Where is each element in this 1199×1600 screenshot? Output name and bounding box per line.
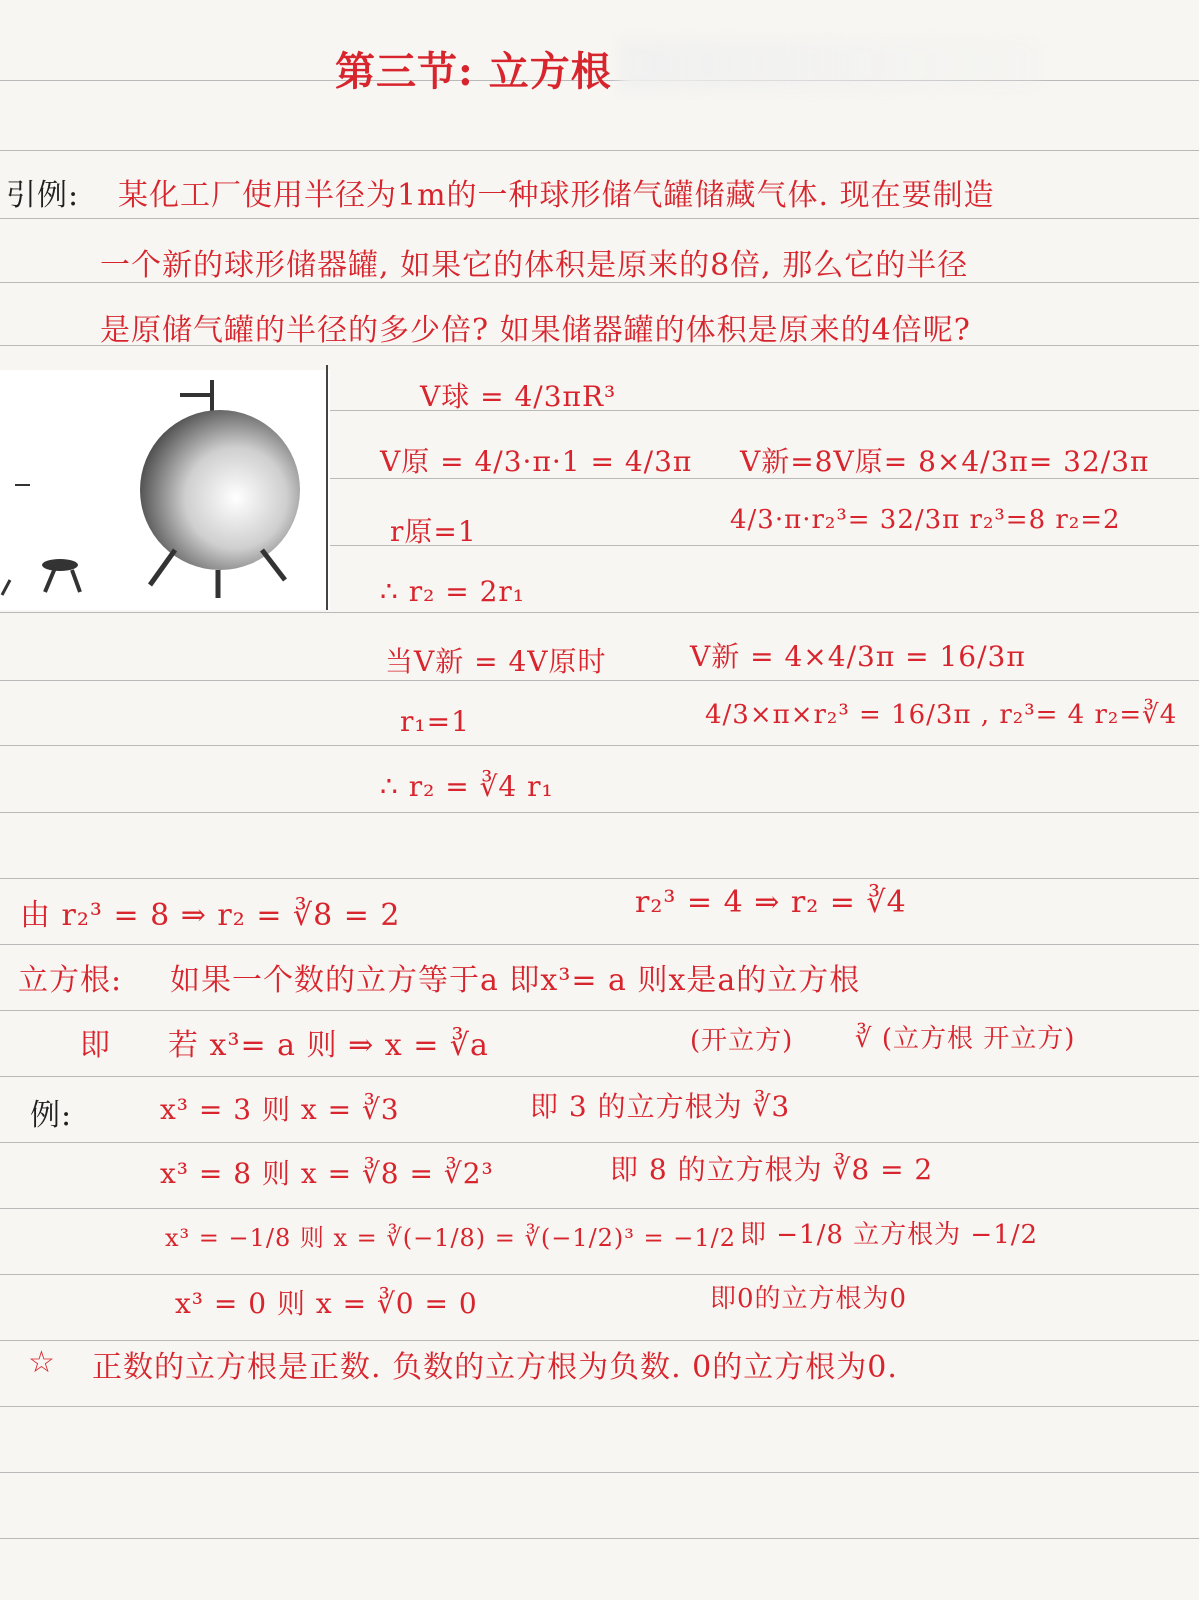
example-res-2: 即 8 的立方根为 ∛8 = 2 [610, 1153, 934, 1186]
example-res-4: 即0的立方根为0 [710, 1284, 908, 1314]
intro-line-2: 一个新的球形储器罐, 如果它的体积是原来的8倍, 那么它的半径 [100, 248, 969, 283]
rule-line [0, 1538, 1199, 1539]
derive-right: r₂³ = 4 ⇒ r₂ = ∛4 [635, 885, 907, 920]
rule-line [0, 150, 1199, 151]
rule-line [0, 1340, 1199, 1341]
rule-line [0, 1076, 1199, 1077]
definition-text: 如果一个数的立方等于a 即x³= a 则x是a的立方根 [170, 963, 861, 998]
divider-line [326, 365, 328, 610]
formula-conclusion-2: ∴ r₂ = ∛4 r₁ [380, 770, 554, 803]
rule-line [0, 1010, 1199, 1011]
formula-sphere-volume: V球 = 4/3πR³ [420, 380, 617, 413]
formula-new-volume: V新=8V原= 8×4/3π= 32/3π [740, 445, 1150, 478]
spherical-tank-illustration [0, 370, 330, 610]
example-eq-4: x³ = 0 则 x = ∛0 = 0 [175, 1287, 478, 1320]
page-title: 第三节: 立方根 [335, 48, 612, 95]
formula-conclusion-1: ∴ r₂ = 2r₁ [380, 575, 526, 608]
example-eq-3: x³ = −1/8 则 x = ∛(−1/8) = ∛(−1/2)³ = −1/2 [165, 1224, 737, 1252]
rule-line [0, 1472, 1199, 1473]
intro-line-1: 某化工厂使用半径为1m的一种球形储气罐储藏气体. 现在要制造 [118, 178, 995, 213]
formula-solve-r2: 4/3·π·r₂³= 32/3π r₂³=8 r₂=2 [730, 505, 1121, 535]
example-res-1: 即 3 的立方根为 ∛3 [530, 1090, 791, 1123]
rule-line [0, 612, 1199, 613]
star-icon: ☆ [28, 1345, 56, 1380]
definition-label: 立方根: [18, 963, 123, 998]
rule-line [0, 680, 1199, 681]
rule-line [0, 218, 1199, 219]
blurred-area [620, 40, 1040, 90]
derive-left: 由 r₂³ = 8 ⇒ r₂ = ∛8 = 2 [20, 898, 401, 933]
definition-symbol-label: 即 [80, 1028, 111, 1063]
example-eq-1: x³ = 3 则 x = ∛3 [160, 1093, 400, 1126]
intro-line-3: 是原储气罐的半径的多少倍? 如果储器罐的体积是原来的4倍呢? [100, 313, 971, 348]
formula-solve-r2-4x: 4/3×π×r₂³ = 16/3π , r₂³= 4 r₂=∛4 [705, 700, 1178, 730]
summary-text: 正数的立方根是正数. 负数的立方根为负数. 0的立方根为0. [92, 1350, 898, 1385]
rule-line [0, 745, 1199, 746]
example-res-3: 即 −1/8 立方根为 −1/2 [740, 1220, 1039, 1250]
rule-line [0, 812, 1199, 813]
examples-label: 例: [30, 1098, 73, 1133]
formula-when-4x: 当V新 = 4V原时 [385, 645, 607, 678]
rule-line [0, 1142, 1199, 1143]
rule-line [0, 1208, 1199, 1209]
rule-line [0, 1274, 1199, 1275]
definition-note-1: (开立方) [690, 1026, 794, 1056]
rule-line [0, 944, 1199, 945]
example-eq-2: x³ = 8 则 x = ∛8 = ∛2³ [160, 1157, 494, 1190]
intro-label: 引例: [6, 178, 80, 213]
definition-rule: 若 x³= a 则 ⇒ x = ∛a [168, 1028, 489, 1063]
rule-line [0, 1406, 1199, 1407]
rule-line [0, 878, 1199, 879]
formula-original-volume: V原 = 4/3·π·1 = 4/3π [380, 445, 693, 478]
definition-note-2: ∛ (立方根 开立方) [855, 1024, 1076, 1054]
formula-r-original: r原=1 [390, 515, 477, 548]
formula-r1: r₁=1 [400, 705, 470, 738]
formula-new-volume-4x: V新 = 4×4/3π = 16/3π [690, 640, 1026, 673]
